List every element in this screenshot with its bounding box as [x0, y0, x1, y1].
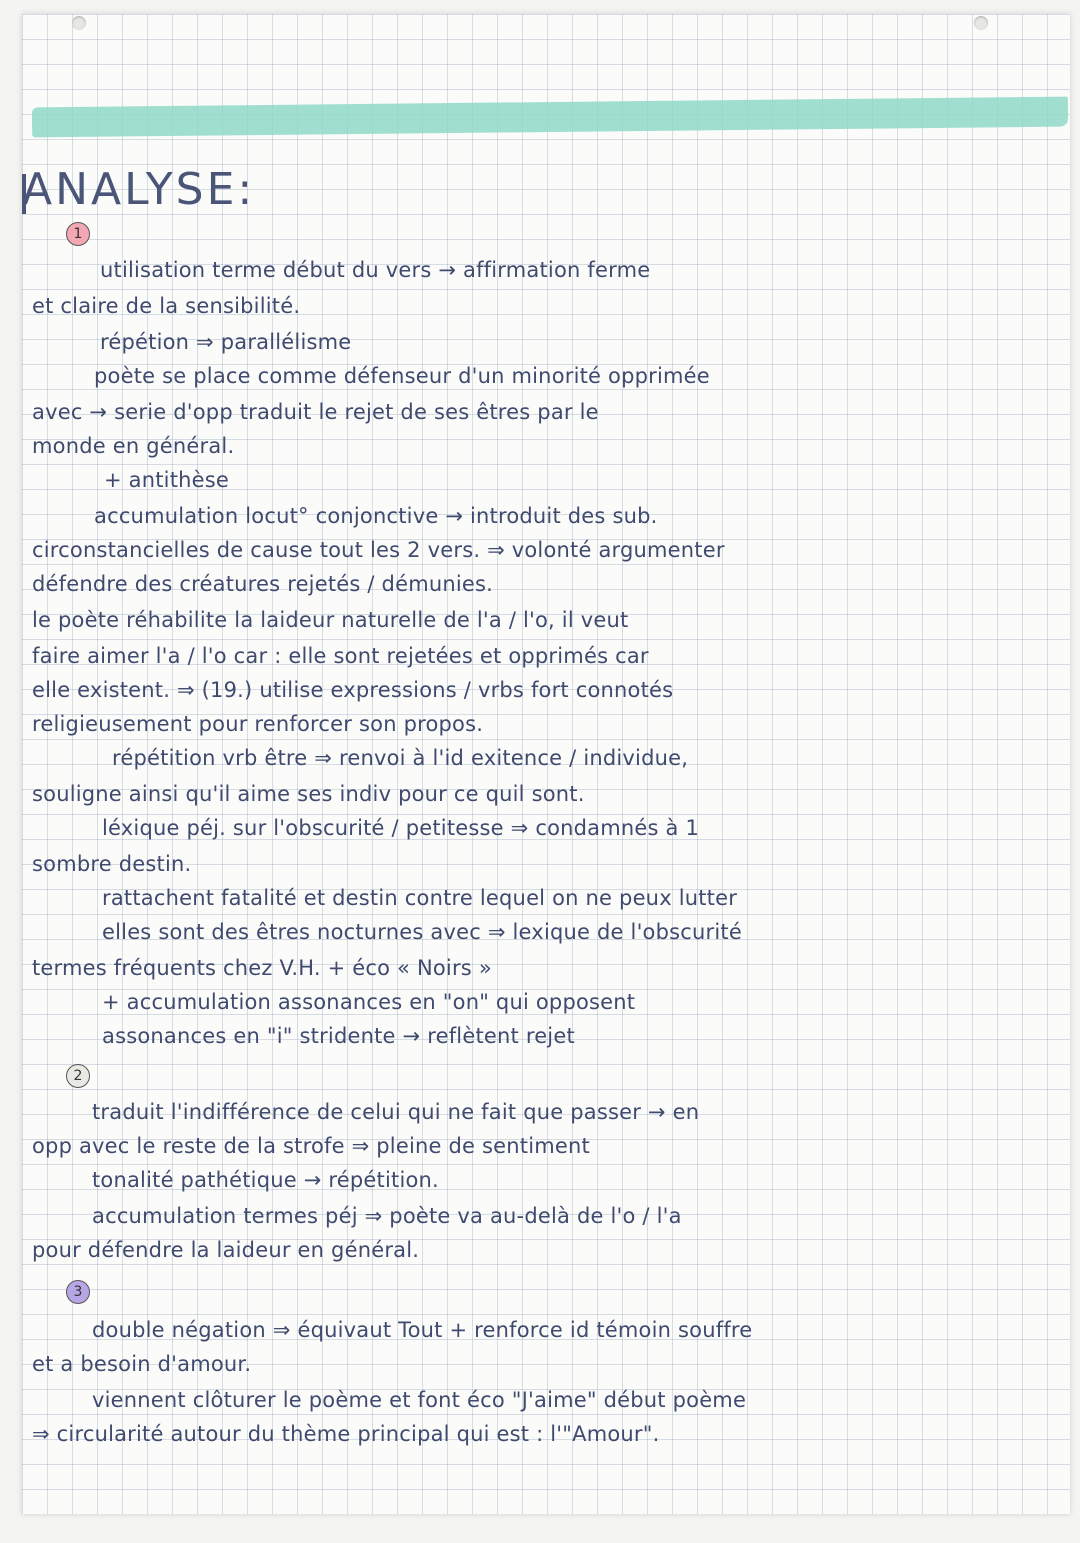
note-line: répétion ⇒ parallélisme — [100, 330, 352, 354]
note-line: défendre des créatures rejetés / démunies. — [32, 572, 494, 596]
section-number-badge: 2 — [66, 1064, 90, 1088]
note-line: pour défendre la laideur en général. — [32, 1238, 420, 1262]
note-line: assonances en "i" stridente → reflètent rejet — [102, 1024, 575, 1048]
note-line: poète se place comme défenseur d'un minorité opprimée — [94, 364, 710, 388]
note-line: et a besoin d'amour. — [32, 1352, 252, 1376]
page-title: ANALYSE: — [22, 164, 256, 215]
note-line: répétition vrb être ⇒ renvoi à l'id exitence / individue, — [112, 746, 689, 770]
note-line: circonstancielles de cause tout les 2 vers. ⇒ volonté argumenter — [32, 538, 725, 562]
note-line: elle existent. ⇒ (19.) utilise expressions / vrbs fort connotés — [32, 678, 674, 702]
note-line: viennent clôturer le poème et font éco "J'aime" début poème — [92, 1388, 747, 1412]
note-line: rattachent fatalité et destin contre lequel on ne peux lutter — [102, 886, 738, 910]
note-line: elles sont des êtres nocturnes avec ⇒ lexique de l'obscurité — [102, 920, 742, 944]
section-number-badge: 1 — [66, 222, 90, 246]
note-line: et claire de la sensibilité. — [32, 294, 301, 318]
note-line: faire aimer l'a / l'o car : elle sont rejetées et opprimés car — [32, 644, 649, 668]
note-line: accumulation termes péj ⇒ poète va au-delà de l'o / l'a — [92, 1204, 682, 1228]
section-number-badge: 3 — [66, 1280, 90, 1304]
note-line: + antithèse — [104, 468, 230, 492]
note-line: + accumulation assonances en "on" qui opposent — [102, 990, 636, 1014]
note-line: le poète réhabilite la laideur naturelle de l'a / l'o, il veut — [32, 608, 629, 632]
binder-hole — [72, 16, 86, 30]
note-line: opp avec le reste de la strofe ⇒ pleine de sentiment — [32, 1134, 590, 1158]
note-line: sombre destin. — [32, 852, 192, 876]
note-line: tonalité pathétique → répétition. — [92, 1168, 439, 1192]
binder-hole — [974, 16, 988, 30]
note-line: ⇒ circularité autour du thème principal qui est : l'"Amour". — [32, 1422, 660, 1446]
note-line: avec → serie d'opp traduit le rejet de ses êtres par le — [32, 400, 599, 424]
highlighter-stripe — [32, 97, 1068, 138]
note-line: termes fréquents chez V.H. + éco « Noirs » — [32, 956, 492, 980]
note-line: double négation ⇒ équivaut Tout + renforce id témoin souffre — [92, 1318, 753, 1342]
note-line: utilisation terme début du vers → affirmation ferme — [100, 258, 651, 282]
notebook-page — [22, 14, 1070, 1514]
note-line: traduit l'indifférence de celui qui ne fait que passer → en — [92, 1100, 700, 1124]
note-line: religieusement pour renforcer son propos. — [32, 712, 484, 736]
note-line: monde en général. — [32, 434, 235, 458]
note-line: souligne ainsi qu'il aime ses indiv pour ce quil sont. — [32, 782, 585, 806]
note-line: léxique péj. sur l'obscurité / petitesse ⇒ condamnés à 1 — [102, 816, 700, 840]
note-line: accumulation locut° conjonctive → introduit des sub. — [94, 504, 658, 528]
